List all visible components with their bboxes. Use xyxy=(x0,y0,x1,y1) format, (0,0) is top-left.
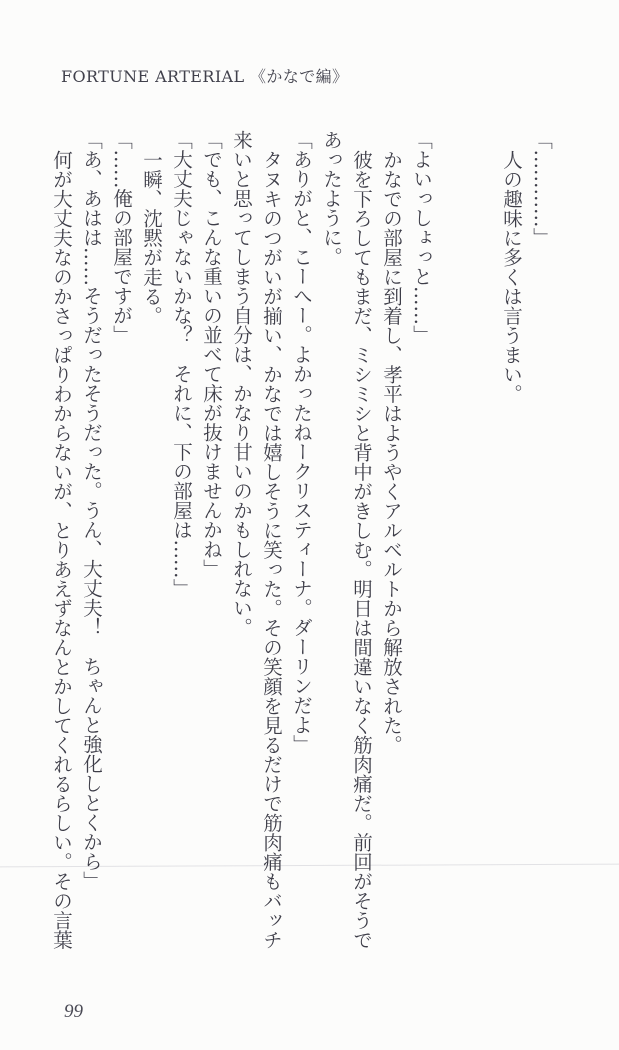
paragraph-dialogue: 「…………」 xyxy=(530,130,553,247)
paragraph-narration: かなでの部屋に到着し、孝平はようやくアルベルトから解放された。 xyxy=(380,149,403,754)
paragraph-dialogue: 「……俺の部屋ですが」 xyxy=(110,130,133,345)
paragraph-narration: 一瞬、沈黙が走る。 xyxy=(140,149,163,325)
paragraph-dialogue: 「ありがと、こーへー。よかったねークリスティーナ。ダーリンだよ」 xyxy=(290,130,313,754)
text-body xyxy=(46,130,556,951)
paragraph-narration: 人の趣味に多くは言うまい。 xyxy=(500,149,523,403)
blank-line xyxy=(466,130,496,951)
paragraph-dialogue: 「よいっしょっと……」 xyxy=(410,130,433,345)
paragraph-narration: 何が大丈夫なのかさっぱりわからないが、とりあえずなんとかしてくれるらしい。その言葉 xyxy=(50,149,73,949)
paragraph-narration: タヌキのつがいが揃い、かなでは嬉しそうに笑った。その笑顔を見るだけで筋肉痛もバッチ来いと思ってしまう自分は、かなり甘いのかもしれない。 xyxy=(230,130,283,949)
blank-line xyxy=(436,130,466,951)
paragraph-dialogue: 「大丈夫じゃないかな？ それに、下の部屋は……」 xyxy=(170,130,193,598)
page-number: 99 xyxy=(64,1001,83,1022)
running-header: FORTUNE ARTERIAL 《かなで編》 xyxy=(61,67,349,86)
paragraph-narration: 彼を下ろしてもまだ、ミシミシと背中がきしむ。明日は間違いなく筋肉痛だ。前回がそうであったように。 xyxy=(320,130,373,949)
paragraph-dialogue: 「でも、こんな重いの並べて床が抜けませんかね」 xyxy=(200,130,223,579)
paragraph-dialogue: 「あ、あはは……そうだったそうだった。うん、大丈夫！ ちゃんと強化しとくから」 xyxy=(80,130,103,891)
